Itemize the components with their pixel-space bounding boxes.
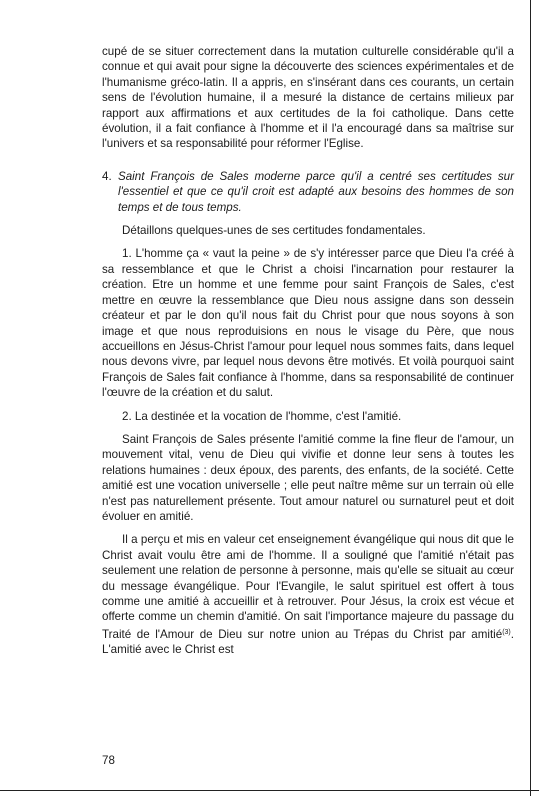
- footnote-ref: (3): [502, 628, 511, 636]
- paragraph-christ-friend: [102, 532, 514, 657]
- document-body: [102, 44, 514, 658]
- page-number: 78: [102, 754, 115, 767]
- section-title: Saint François de Sales moderne parce qu'il a centré ses certitudes sur l'essentiel et que ce qu'il croit est adapté aux besoins des hommes de son temps et de tous temps.: [118, 169, 514, 214]
- paragraph-point-1: 1. L'homme ça « vaut la peine » de s'y intéresser parce que Dieu l'a créé à sa ressemblance et que le Christ a choisi l'incarnation pour restaurer la création. Etre un homme et une femme pour saint François de Sales, c'est mettre en œuvre la ressemblance que Dieu nous assigne dans son dessein créateur et par le don qu'il nous fait du Christ pour que nous soyons à son image et que nous reproduisions en nous le visage du Père, que nous accueillons en Jésus-Christ l'amour pour lequel nous sommes faits, dans lequel nous devons vivre, par lequel nous devons être motivés. Et voilà pourquoi saint François de Sales fait confiance à l'homme, dans sa responsabilité de continuer l'œuvre de la création et du salut.: [102, 247, 514, 400]
- page-edge-right: [530, 0, 531, 796]
- spacer: [102, 152, 514, 169]
- paragraph-christ-friend-text: Il a perçu et mis en valeur cet enseignement évangélique qui nous dit que le Christ avait voulu être ami de l'homme. Il a souligné que l'amitié n'était pas seulement une relation de personne à personne, mais qu'elle se situait au cœur du message évangélique. Pour l'Evangile, le salut spirituel est offert à tous comme une amitié à accueillir et à retrouver. Pour Jésus, la croix est vécue et offerte comme un chemin d'amitié. On sait l'importance majeure du passage du Traité de l'Amour de Dieu sur notre union au Trépas du Christ par amitié: [102, 533, 514, 641]
- paragraph-friendship: Saint François de Sales présente l'amitié comme la fine fleur de l'amour, un mouvement vital, venu de Dieu qui vivifie et donne leur sens à toutes les relations humaines : deux époux, des parents, des enfants, de la société. Cette amitié est une vocation universelle ; elle peut naître même sur un terrain où elle n'est pas naturellement présente. Tout amour naturel ou surnaturel peut et doit évoluer en amitié.: [102, 432, 514, 523]
- paragraph-point-2: 2. La destinée et la vocation de l'homme, c'est l'amitié.: [122, 409, 402, 423]
- page-edge-bottom: [0, 790, 539, 791]
- paragraph-intro: cupé de se situer correctement dans la mutation culturelle considérable qu'il a connue et qui avait pour signe la découverte des sciences expérimentales et de l'humanisme gréco-latin. Il a appris, en s'insérant dans ces courants, un certain sens de l'évolution humaine, il a mesuré la distance de certains milieux par rapport aux affirmations et aux certitudes de la foi catholique. Dans cette évolution, il a fait confiance à l'homme et il l'a encouragé dans sa maîtrise sur l'univers et sa responsabilité pour réformer l'Eglise.: [102, 45, 514, 151]
- section-number: 4.: [102, 169, 112, 183]
- section-heading-4: [102, 169, 514, 215]
- paragraph-detail: Détaillons quelques-unes de ses certitudes fondamentales.: [122, 224, 426, 238]
- paragraph-christ-friend-tail: . L'amitié avec le Christ est: [102, 627, 514, 657]
